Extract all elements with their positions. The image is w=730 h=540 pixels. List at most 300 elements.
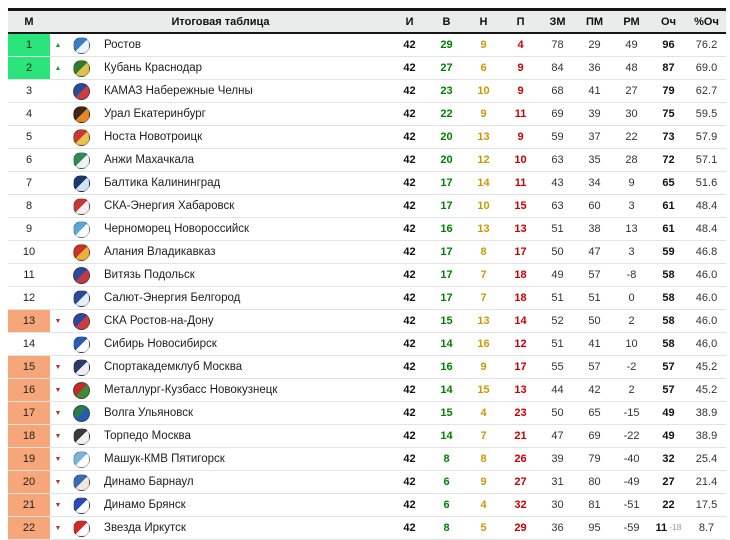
goals-against-value: 35 [576, 149, 613, 172]
team-name[interactable]: Носта Новотроицк [96, 126, 391, 149]
team-name[interactable]: Звезда Иркутск [96, 517, 391, 540]
points-pct-value: 45.2 [687, 379, 726, 402]
losses-value: 9 [502, 57, 539, 80]
goal-diff-value: 10 [613, 333, 650, 356]
team-name[interactable]: Салют-Энергия Белгород [96, 287, 391, 310]
table-row [8, 195, 726, 218]
played-value: 42 [391, 241, 428, 264]
played-value: 42 [391, 195, 428, 218]
points-value: 72 [650, 149, 687, 172]
position-number: 6 [25, 154, 33, 166]
position-cell [8, 494, 50, 517]
goal-diff-value: -59 [613, 517, 650, 540]
draws-value: 7 [465, 425, 502, 448]
points-pct-value: 69.0 [687, 57, 726, 80]
draws-value: 9 [465, 356, 502, 379]
points-value: 32 [650, 448, 687, 471]
position-cell [8, 241, 50, 264]
club-logo-cell [66, 287, 96, 310]
goal-diff-value: -51 [613, 494, 650, 517]
club-logo-cell [66, 356, 96, 379]
draws-value: 7 [465, 287, 502, 310]
position-cell [8, 80, 50, 103]
club-logo-cell [66, 33, 96, 57]
goal-diff-value: 22 [613, 126, 650, 149]
header-table-title: Итоговая таблица [50, 10, 391, 34]
club-logo-icon [73, 267, 90, 284]
team-name[interactable]: Динамо Барнаул [96, 471, 391, 494]
position-number: 3 [25, 85, 33, 97]
goal-diff-value: -40 [613, 448, 650, 471]
draws-value: 10 [465, 195, 502, 218]
goals-for-value: 69 [539, 103, 576, 126]
club-logo-cell [66, 103, 96, 126]
position-cell [8, 517, 50, 540]
position-cell [8, 218, 50, 241]
club-logo-icon [73, 497, 90, 514]
goals-for-value: 51 [539, 287, 576, 310]
club-logo-cell [66, 149, 96, 172]
trend-cell [50, 241, 66, 264]
table-row [8, 402, 726, 425]
wins-value: 8 [428, 448, 465, 471]
position-number: 7 [25, 177, 33, 189]
table-row [8, 126, 726, 149]
table-row [8, 494, 726, 517]
club-logo-icon [73, 129, 90, 146]
played-value: 42 [391, 333, 428, 356]
trend-cell [50, 356, 66, 379]
goals-for-value: 55 [539, 356, 576, 379]
position-cell [8, 425, 50, 448]
points-value: 58 [650, 264, 687, 287]
team-name[interactable]: Спортакадемклуб Москва [96, 356, 391, 379]
trend-cell [50, 471, 66, 494]
position-cell [8, 448, 50, 471]
header-goals-against: ПМ [576, 10, 613, 34]
trend-cell [50, 103, 66, 126]
goal-diff-value: 2 [613, 379, 650, 402]
losses-value: 9 [502, 80, 539, 103]
goals-for-value: 51 [539, 333, 576, 356]
points-pct-value: 46.0 [687, 264, 726, 287]
goals-against-value: 41 [576, 80, 613, 103]
wins-value: 20 [428, 149, 465, 172]
points-pct-value: 46.8 [687, 241, 726, 264]
team-name[interactable]: Металлург-Кузбасс Новокузнецк [96, 379, 391, 402]
draws-value: 13 [465, 218, 502, 241]
draws-value: 6 [465, 57, 502, 80]
club-logo-cell [66, 379, 96, 402]
wins-value: 17 [428, 241, 465, 264]
club-logo-icon [73, 451, 90, 468]
club-logo-icon [73, 60, 90, 77]
club-logo-icon [73, 428, 90, 445]
trend-down-icon: ▼ [54, 501, 62, 509]
trend-cell [50, 494, 66, 517]
club-logo-icon [73, 336, 90, 353]
points-pct-value: 38.9 [687, 402, 726, 425]
points-value: 65 [650, 172, 687, 195]
table-row [8, 356, 726, 379]
goals-against-value: 79 [576, 448, 613, 471]
club-logo-cell [66, 448, 96, 471]
losses-value: 18 [502, 287, 539, 310]
played-value: 42 [391, 264, 428, 287]
club-logo-cell [66, 126, 96, 149]
team-name[interactable]: Волга Ульяновск [96, 402, 391, 425]
played-value: 42 [391, 80, 428, 103]
trend-cell [50, 287, 66, 310]
trend-cell [50, 379, 66, 402]
played-value: 42 [391, 218, 428, 241]
wins-value: 29 [428, 33, 465, 57]
draws-value: 10 [465, 80, 502, 103]
goals-for-value: 50 [539, 402, 576, 425]
played-value: 42 [391, 402, 428, 425]
wins-value: 16 [428, 218, 465, 241]
losses-value: 17 [502, 356, 539, 379]
team-name[interactable]: Ростов [96, 33, 391, 57]
goals-against-value: 29 [576, 33, 613, 57]
trend-cell [50, 149, 66, 172]
draws-value: 4 [465, 494, 502, 517]
losses-value: 13 [502, 379, 539, 402]
goal-diff-value: 3 [613, 241, 650, 264]
draws-value: 16 [465, 333, 502, 356]
goals-for-value: 50 [539, 241, 576, 264]
points-value: 49 [650, 402, 687, 425]
header-goal-diff: РМ [613, 10, 650, 34]
goals-for-value: 49 [539, 264, 576, 287]
table-row [8, 425, 726, 448]
trend-cell [50, 425, 66, 448]
losses-value: 18 [502, 264, 539, 287]
losses-value: 17 [502, 241, 539, 264]
position-number: 20 [22, 476, 36, 488]
position-number: 1 [25, 39, 33, 51]
position-number: 17 [22, 407, 36, 419]
points-pct-value: 48.4 [687, 218, 726, 241]
goal-diff-value: -22 [613, 425, 650, 448]
points-value: 22 [650, 494, 687, 517]
team-name[interactable]: Черноморец Новороссийск [96, 218, 391, 241]
draws-value: 4 [465, 402, 502, 425]
points-pct-value: 21.4 [687, 471, 726, 494]
played-value: 42 [391, 126, 428, 149]
club-logo-icon [73, 244, 90, 261]
position-cell [8, 103, 50, 126]
club-logo-cell [66, 425, 96, 448]
position-number: 15 [22, 361, 36, 373]
trend-down-icon: ▼ [54, 478, 62, 486]
header-goals-for: ЗМ [539, 10, 576, 34]
position-number: 9 [25, 223, 33, 235]
club-logo-icon [73, 474, 90, 491]
points-value: 58 [650, 333, 687, 356]
club-logo-cell [66, 471, 96, 494]
played-value: 42 [391, 356, 428, 379]
draws-value: 9 [465, 103, 502, 126]
points-value: 58 [650, 287, 687, 310]
club-logo-cell [66, 264, 96, 287]
trend-down-icon: ▼ [54, 432, 62, 440]
trend-down-icon: ▼ [54, 455, 62, 463]
goals-against-value: 95 [576, 517, 613, 540]
trend-cell [50, 80, 66, 103]
position-cell [8, 333, 50, 356]
goals-for-value: 36 [539, 517, 576, 540]
club-logo-cell [66, 57, 96, 80]
header-wins: В [428, 10, 465, 34]
played-value: 42 [391, 448, 428, 471]
trend-cell [50, 310, 66, 333]
goal-diff-value: 0 [613, 287, 650, 310]
position-number: 18 [22, 430, 36, 442]
points-pct-value: 17.5 [687, 494, 726, 517]
position-cell [8, 195, 50, 218]
goals-against-value: 50 [576, 310, 613, 333]
table-row [8, 471, 726, 494]
header-position: М [8, 10, 50, 34]
trend-cell [50, 126, 66, 149]
goals-against-value: 60 [576, 195, 613, 218]
wins-value: 6 [428, 494, 465, 517]
goals-against-value: 37 [576, 126, 613, 149]
wins-value: 8 [428, 517, 465, 540]
played-value: 42 [391, 494, 428, 517]
played-value: 42 [391, 149, 428, 172]
trend-cell [50, 57, 66, 80]
losses-value: 13 [502, 218, 539, 241]
team-name[interactable]: КАМАЗ Набережные Челны [96, 80, 391, 103]
goals-against-value: 42 [576, 379, 613, 402]
position-number: 14 [22, 338, 36, 350]
position-cell [8, 379, 50, 402]
club-logo-icon [73, 313, 90, 330]
position-cell [8, 310, 50, 333]
position-cell [8, 172, 50, 195]
position-cell [8, 264, 50, 287]
table-row [8, 57, 726, 80]
table-row [8, 287, 726, 310]
losses-value: 11 [502, 172, 539, 195]
club-logo-cell [66, 241, 96, 264]
club-logo-cell [66, 172, 96, 195]
team-name[interactable]: Анжи Махачкала [96, 149, 391, 172]
played-value: 42 [391, 57, 428, 80]
losses-value: 15 [502, 195, 539, 218]
losses-value: 14 [502, 310, 539, 333]
trend-cell [50, 402, 66, 425]
club-logo-icon [73, 83, 90, 100]
trend-down-icon: ▼ [54, 386, 62, 394]
standings-table-container [8, 8, 726, 540]
team-name[interactable]: Витязь Подольск [96, 264, 391, 287]
wins-value: 27 [428, 57, 465, 80]
position-number: 13 [22, 315, 36, 327]
draws-value: 12 [465, 149, 502, 172]
goal-diff-value: 28 [613, 149, 650, 172]
points-pct-value: 8.7 [687, 517, 726, 540]
club-logo-icon [73, 198, 90, 215]
goals-against-value: 51 [576, 287, 613, 310]
table-row [8, 103, 726, 126]
trend-up-icon: ▲ [54, 64, 62, 72]
team-name[interactable]: Балтика Калининград [96, 172, 391, 195]
club-logo-cell [66, 80, 96, 103]
wins-value: 6 [428, 471, 465, 494]
goals-for-value: 43 [539, 172, 576, 195]
team-name[interactable]: СКА Ростов-на-Дону [96, 310, 391, 333]
losses-value: 23 [502, 402, 539, 425]
played-value: 42 [391, 379, 428, 402]
goals-for-value: 59 [539, 126, 576, 149]
table-row [8, 333, 726, 356]
trend-cell [50, 33, 66, 57]
club-logo-icon [73, 382, 90, 399]
position-number: 10 [22, 246, 36, 258]
goal-diff-value: -2 [613, 356, 650, 379]
points-pct-value: 48.4 [687, 195, 726, 218]
position-cell [8, 356, 50, 379]
goals-against-value: 69 [576, 425, 613, 448]
wins-value: 17 [428, 287, 465, 310]
goals-for-value: 78 [539, 33, 576, 57]
losses-value: 32 [502, 494, 539, 517]
goals-against-value: 81 [576, 494, 613, 517]
points-value: 11 -18 [650, 517, 687, 540]
trend-down-icon: ▼ [54, 363, 62, 371]
position-cell [8, 149, 50, 172]
team-name[interactable]: СКА-Энергия Хабаровск [96, 195, 391, 218]
losses-value: 21 [502, 425, 539, 448]
losses-value: 27 [502, 471, 539, 494]
goals-for-value: 51 [539, 218, 576, 241]
draws-value: 5 [465, 517, 502, 540]
club-logo-cell [66, 517, 96, 540]
trend-cell [50, 172, 66, 195]
club-logo-icon [73, 221, 90, 238]
goals-against-value: 47 [576, 241, 613, 264]
points-pct-value: 45.2 [687, 356, 726, 379]
table-row [8, 241, 726, 264]
points-pct-value: 62.7 [687, 80, 726, 103]
goal-diff-value: 27 [613, 80, 650, 103]
trend-down-icon: ▼ [54, 409, 62, 417]
table-row [8, 33, 726, 57]
goal-diff-value: -8 [613, 264, 650, 287]
table-row [8, 264, 726, 287]
points-pct-value: 46.0 [687, 310, 726, 333]
played-value: 42 [391, 287, 428, 310]
position-number: 5 [25, 131, 33, 143]
goals-for-value: 44 [539, 379, 576, 402]
club-logo-icon [73, 37, 90, 54]
goals-for-value: 63 [539, 149, 576, 172]
goals-against-value: 65 [576, 402, 613, 425]
goals-for-value: 39 [539, 448, 576, 471]
position-number: 19 [22, 453, 36, 465]
club-logo-cell [66, 310, 96, 333]
team-name[interactable]: Машук-КМВ Пятигорск [96, 448, 391, 471]
wins-value: 17 [428, 264, 465, 287]
club-logo-icon [73, 106, 90, 123]
position-number: 2 [25, 62, 33, 74]
position-number: 8 [25, 200, 33, 212]
goal-diff-value: 3 [613, 195, 650, 218]
team-name[interactable]: Кубань Краснодар [96, 57, 391, 80]
trend-up-icon: ▲ [54, 41, 62, 49]
played-value: 42 [391, 425, 428, 448]
played-value: 42 [391, 310, 428, 333]
goals-against-value: 41 [576, 333, 613, 356]
points-pct-value: 25.4 [687, 448, 726, 471]
points-deduction-note: -18 [669, 522, 682, 532]
team-name[interactable]: Динамо Брянск [96, 494, 391, 517]
club-logo-cell [66, 402, 96, 425]
team-name[interactable]: Торпедо Москва [96, 425, 391, 448]
team-name[interactable]: Урал Екатеринбург [96, 103, 391, 126]
points-value: 57 [650, 379, 687, 402]
club-logo-cell [66, 195, 96, 218]
points-value: 61 [650, 195, 687, 218]
wins-value: 16 [428, 356, 465, 379]
goal-diff-value: 13 [613, 218, 650, 241]
header-points-pct: %Оч [687, 10, 726, 34]
points-value: 58 [650, 310, 687, 333]
goals-for-value: 47 [539, 425, 576, 448]
position-number: 22 [22, 522, 36, 534]
points-value: 27 [650, 471, 687, 494]
team-name[interactable]: Сибирь Новосибирск [96, 333, 391, 356]
position-cell [8, 126, 50, 149]
goals-against-value: 80 [576, 471, 613, 494]
goals-against-value: 57 [576, 356, 613, 379]
draws-value: 9 [465, 471, 502, 494]
draws-value: 8 [465, 241, 502, 264]
losses-value: 26 [502, 448, 539, 471]
trend-cell [50, 218, 66, 241]
goals-for-value: 52 [539, 310, 576, 333]
goals-against-value: 39 [576, 103, 613, 126]
trend-cell [50, 448, 66, 471]
trend-down-icon: ▼ [54, 317, 62, 325]
wins-value: 20 [428, 126, 465, 149]
goals-for-value: 31 [539, 471, 576, 494]
club-logo-icon [73, 520, 90, 537]
club-logo-cell [66, 494, 96, 517]
team-name[interactable]: Алания Владикавказ [96, 241, 391, 264]
draws-value: 14 [465, 172, 502, 195]
losses-value: 29 [502, 517, 539, 540]
draws-value: 9 [465, 33, 502, 57]
points-value: 96 [650, 33, 687, 57]
trend-cell [50, 264, 66, 287]
club-logo-icon [73, 152, 90, 169]
wins-value: 14 [428, 379, 465, 402]
table-row [8, 80, 726, 103]
header-losses: П [502, 10, 539, 34]
points-pct-value: 76.2 [687, 33, 726, 57]
header-played: И [391, 10, 428, 34]
position-cell [8, 402, 50, 425]
table-row [8, 379, 726, 402]
goals-for-value: 68 [539, 80, 576, 103]
trend-cell [50, 195, 66, 218]
goal-diff-value: 49 [613, 33, 650, 57]
goal-diff-value: -49 [613, 471, 650, 494]
